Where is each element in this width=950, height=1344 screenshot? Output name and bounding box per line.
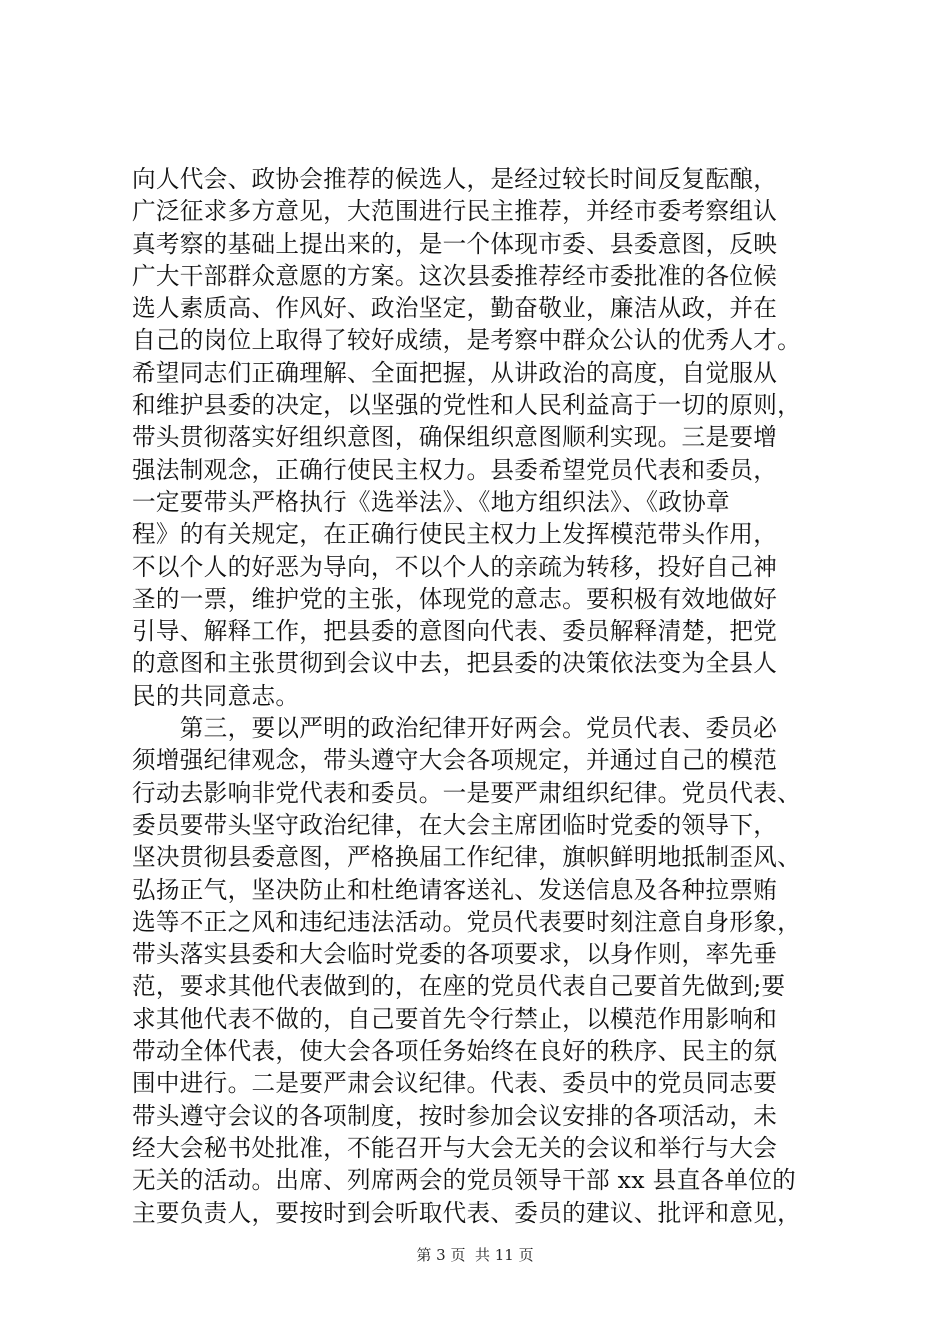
text-line: 希望同志们正确理解、全面把握，从讲政治的高度，自觉服从 bbox=[132, 358, 778, 387]
text-line: 一定要带头严格执行《选举法》、《地方组织法》、《政协章 bbox=[132, 487, 730, 516]
text-line: 不以个人的好恶为导向，不以个人的亲疏为转移，投好自己神 bbox=[132, 552, 778, 581]
text-line: 选人素质高、作风好、政治坚定，勤奋敬业，廉洁从政，并在 bbox=[132, 294, 778, 323]
text-line: 委员要带头坚守政治纪律，在大会主席团临时党委的领导下， bbox=[132, 810, 778, 839]
text-line: 经大会秘书处批准，不能召开与大会无关的会议和举行与大会 bbox=[132, 1133, 778, 1162]
text-line: 范，要求其他代表做到的，在座的党员代表自己要首先做到;要 bbox=[132, 972, 786, 1001]
text-line: 第三，要以严明的政治纪律开好两会。党员代表、委员必 bbox=[132, 714, 778, 743]
text-line: 须增强纪律观念，带头遵守大会各项规定，并通过自己的模范 bbox=[132, 746, 778, 775]
text-line: 无关的活动。出席、列席两会的党员领导干部 xx 县直各单位的 bbox=[132, 1166, 797, 1195]
text-line: 向人代会、政协会推荐的候选人，是经过较长时间反复酝酿， bbox=[132, 165, 778, 193]
text-line: 的意图和主张贯彻到会议中去，把县委的决策依法变为全县人 bbox=[132, 649, 778, 678]
text-line: 主要负责人，要按时到会听取代表、委员的建议、批评和意见， bbox=[132, 1198, 802, 1227]
text-line: 广泛征求多方意见，大范围进行民主推荐，并经市委考察组认 bbox=[132, 197, 778, 226]
text-line: 求其他代表不做的，自己要首先令行禁止，以模范作用影响和 bbox=[132, 1004, 778, 1033]
text-line: 选等不正之风和违纪违法活动。党员代表要时刻注意自身形象， bbox=[132, 907, 802, 936]
page-number: 第 3 页 共 11 页 bbox=[416, 1246, 534, 1264]
text-line: 坚决贯彻县委意图，严格换届工作纪律，旗帜鲜明地抵制歪风、 bbox=[132, 843, 802, 872]
text-line: 弘扬正气，坚决防止和杜绝请客送礼、发送信息及各种拉票贿 bbox=[132, 875, 778, 904]
text-line: 带头遵守会议的各项制度，按时参加会议安排的各项活动，未 bbox=[132, 1101, 778, 1130]
text-line: 行动去影响非党代表和委员。一是要严肃组织纪律。党员代表、 bbox=[132, 778, 802, 807]
text-line: 引导、解释工作，把县委的意图向代表、委员解释清楚，把党 bbox=[132, 617, 778, 646]
text-line: 圣的一票，维护党的主张，体现党的意志。要积极有效地做好 bbox=[132, 584, 778, 613]
text-line: 自己的岗位上取得了较好成绩，是考察中群众公认的优秀人才。 bbox=[132, 326, 802, 355]
page-footer bbox=[0, 1245, 950, 1265]
text-line: 带动全体代表，使大会各项任务始终在良好的秩序、民主的氛 bbox=[132, 1037, 778, 1066]
text-line: 围中进行。二是要严肃会议纪律。代表、委员中的党员同志要 bbox=[132, 1069, 778, 1098]
text-line: 真考察的基础上提出来的，是一个体现市委、县委意图，反映 bbox=[132, 229, 778, 258]
text-line: 广大干部群众意愿的方案。这次县委推荐经市委批准的各位候 bbox=[132, 261, 778, 290]
text-line: 程》的有关规定，在正确行使民主权力上发挥模范带头作用， bbox=[132, 520, 778, 549]
text-line: 民的共同意志。 bbox=[132, 681, 300, 710]
text-line: 带头贯彻落实好组织意图，确保组织意图顺利实现。三是要增 bbox=[132, 423, 778, 452]
text-line: 强法制观念，正确行使民主权力。县委希望党员代表和委员， bbox=[132, 455, 778, 484]
text-line: 和维护县委的决定，以坚强的党性和人民利益高于一切的原则， bbox=[132, 391, 802, 420]
text-line: 带头落实县委和大会临时党委的各项要求，以身作则，率先垂 bbox=[132, 940, 778, 969]
body-text bbox=[132, 163, 832, 1229]
